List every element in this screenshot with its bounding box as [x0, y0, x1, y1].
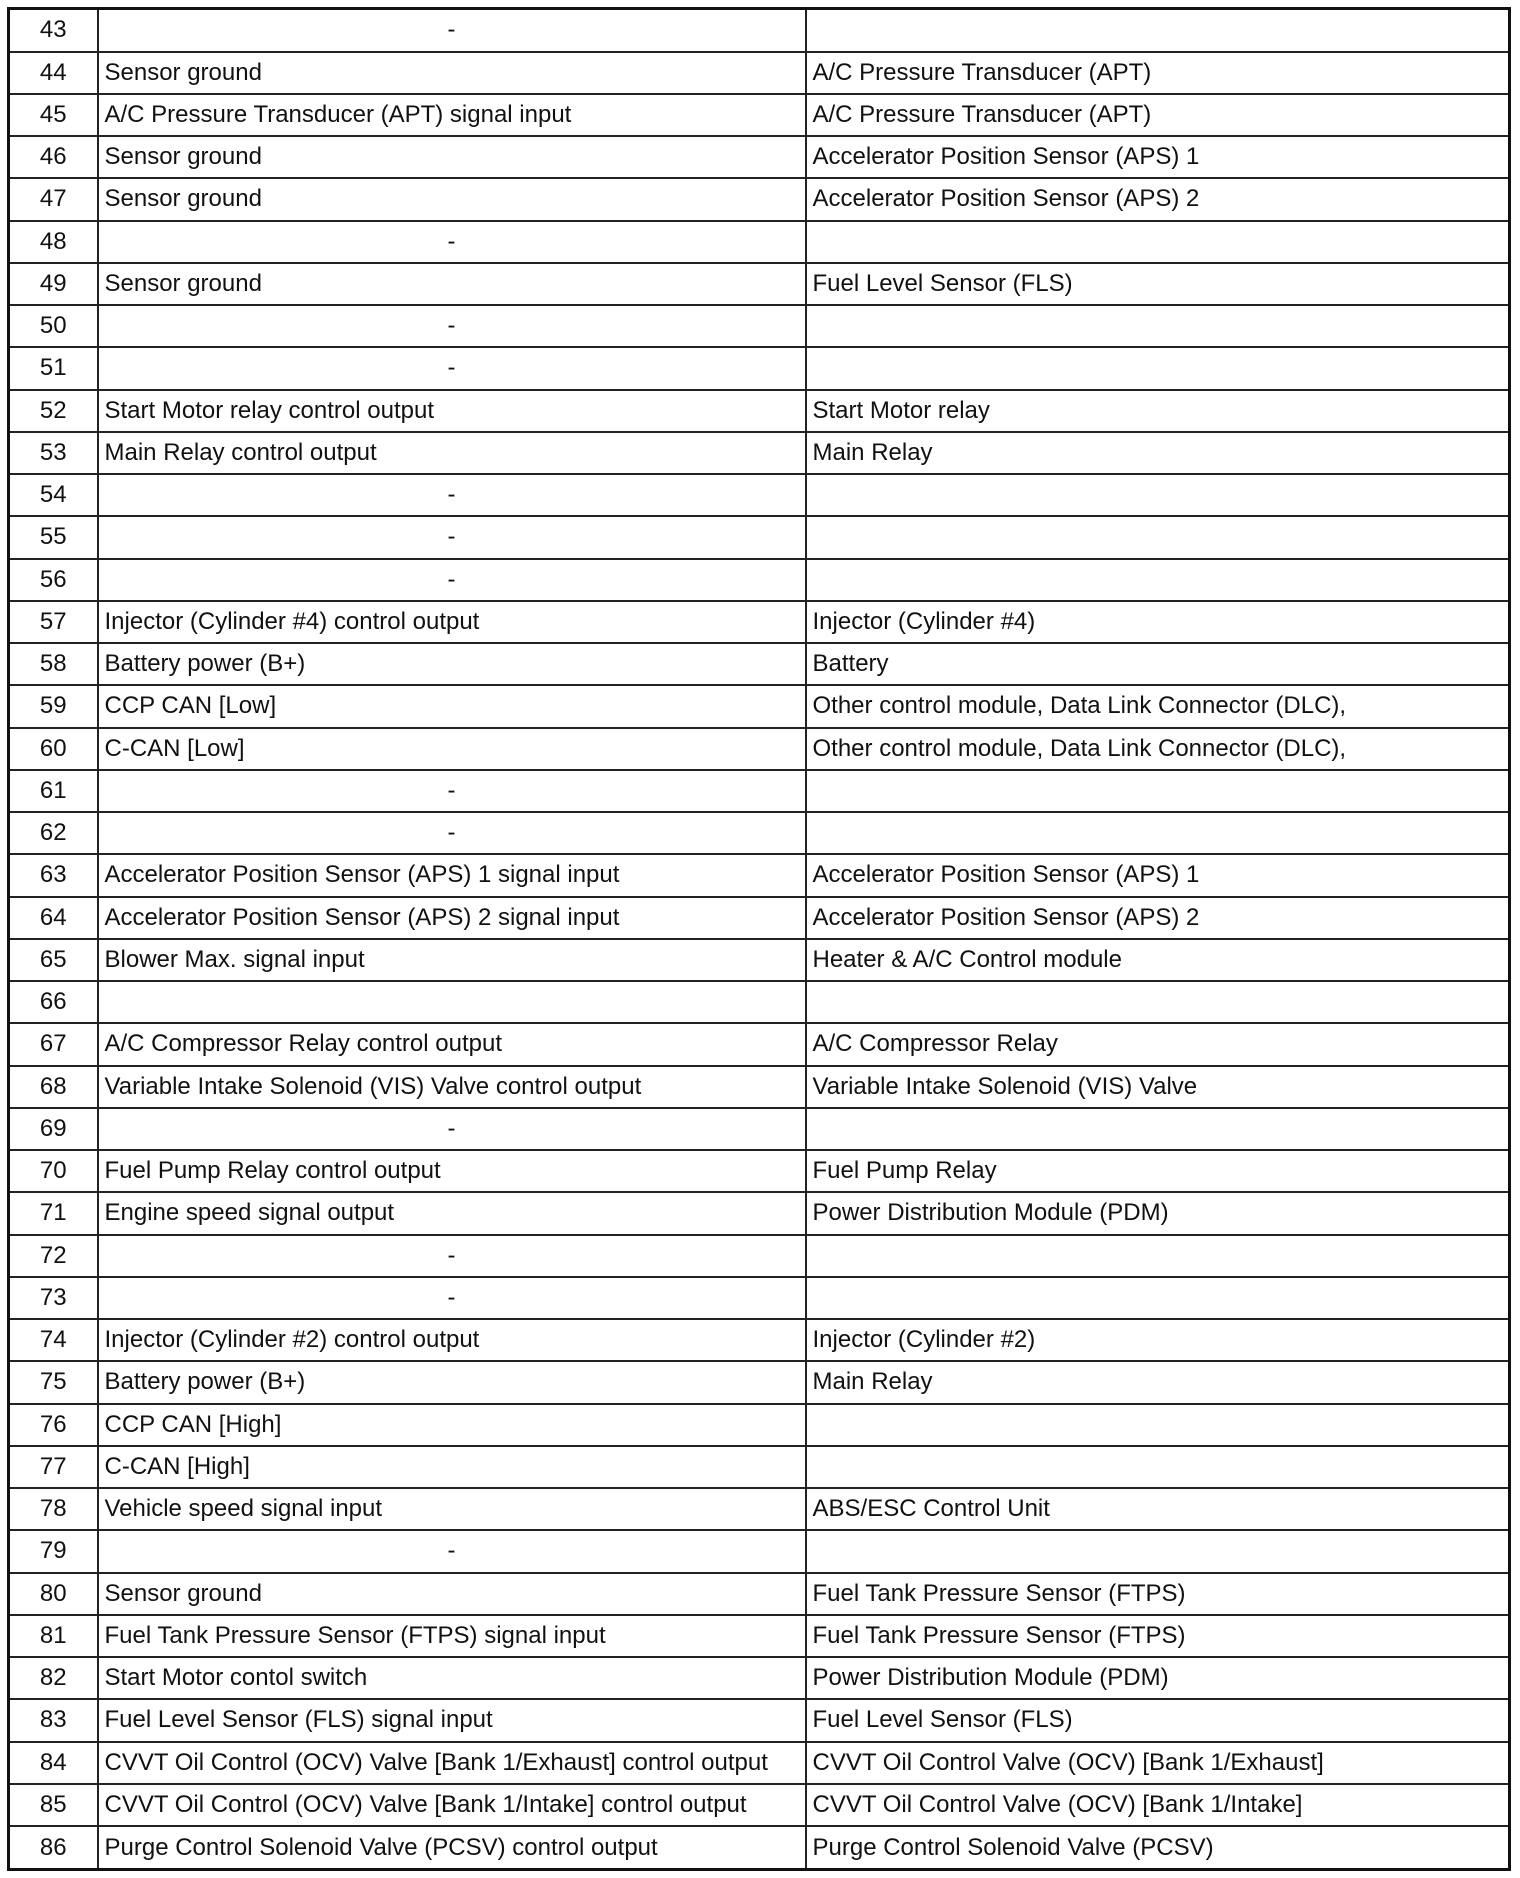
connected-to-cell: Power Distribution Module (PDM) — [806, 1192, 1510, 1234]
pin-number-cell: 45 — [9, 94, 98, 136]
pin-number-cell: 69 — [9, 1108, 98, 1150]
pin-number-cell: 77 — [9, 1446, 98, 1488]
pin-number-cell: 83 — [9, 1699, 98, 1741]
pin-description-cell: Main Relay control output — [98, 432, 806, 474]
table-row — [9, 1192, 1510, 1234]
pin-number-cell: 61 — [9, 770, 98, 812]
pin-number-cell: 54 — [9, 474, 98, 516]
table-row — [9, 432, 1510, 474]
pin-number-cell: 81 — [9, 1615, 98, 1657]
table-row — [9, 52, 1510, 94]
pin-number-cell: 46 — [9, 136, 98, 178]
pin-number-cell: 58 — [9, 643, 98, 685]
pin-description-cell: - — [98, 559, 806, 601]
connected-to-cell: A/C Pressure Transducer (APT) — [806, 52, 1510, 94]
connected-to-cell — [806, 474, 1510, 516]
table-row — [9, 601, 1510, 643]
pin-description-cell: Battery power (B+) — [98, 643, 806, 685]
connected-to-cell — [806, 981, 1510, 1023]
pin-description-cell: Sensor ground — [98, 1573, 806, 1615]
connected-to-cell — [806, 1446, 1510, 1488]
pin-number-cell: 85 — [9, 1784, 98, 1826]
connected-to-cell: Accelerator Position Sensor (APS) 2 — [806, 897, 1510, 939]
table-row — [9, 305, 1510, 347]
connected-to-cell — [806, 1530, 1510, 1572]
table-row — [9, 1742, 1510, 1784]
pin-description-cell: Blower Max. signal input — [98, 939, 806, 981]
pin-description-cell: Injector (Cylinder #4) control output — [98, 601, 806, 643]
table-row — [9, 939, 1510, 981]
connected-to-cell — [806, 770, 1510, 812]
connected-to-cell — [806, 9, 1510, 52]
pin-description-cell: Sensor ground — [98, 178, 806, 220]
table-row — [9, 685, 1510, 727]
pin-description-cell: - — [98, 1108, 806, 1150]
pin-number-cell: 80 — [9, 1573, 98, 1615]
pin-description-cell: Purge Control Solenoid Valve (PCSV) control output — [98, 1826, 806, 1869]
pin-number-cell: 70 — [9, 1150, 98, 1192]
table-row — [9, 1615, 1510, 1657]
connected-to-cell — [806, 812, 1510, 854]
connected-to-cell: Fuel Level Sensor (FLS) — [806, 1699, 1510, 1741]
table-row — [9, 812, 1510, 854]
table-row — [9, 1784, 1510, 1826]
connected-to-cell — [806, 1108, 1510, 1150]
connected-to-cell: Accelerator Position Sensor (APS) 1 — [806, 854, 1510, 896]
connected-to-cell: Main Relay — [806, 1361, 1510, 1403]
connected-to-cell: Other control module, Data Link Connector (DLC), — [806, 728, 1510, 770]
pin-number-cell: 60 — [9, 728, 98, 770]
table-row — [9, 1530, 1510, 1572]
connected-to-cell: Accelerator Position Sensor (APS) 2 — [806, 178, 1510, 220]
pin-description-cell: - — [98, 812, 806, 854]
table-row — [9, 1404, 1510, 1446]
connected-to-cell: Main Relay — [806, 432, 1510, 474]
table-row — [9, 1361, 1510, 1403]
table-row — [9, 94, 1510, 136]
connected-to-cell: ABS/ESC Control Unit — [806, 1488, 1510, 1530]
pin-number-cell: 65 — [9, 939, 98, 981]
pin-description-cell: - — [98, 474, 806, 516]
pin-description-cell: Injector (Cylinder #2) control output — [98, 1319, 806, 1361]
table-row — [9, 390, 1510, 432]
table-row — [9, 1319, 1510, 1361]
connected-to-cell — [806, 347, 1510, 389]
connected-to-cell: Purge Control Solenoid Valve (PCSV) — [806, 1826, 1510, 1869]
table-row — [9, 474, 1510, 516]
table-row — [9, 1826, 1510, 1869]
pin-number-cell: 79 — [9, 1530, 98, 1572]
pin-number-cell: 75 — [9, 1361, 98, 1403]
pin-number-cell: 62 — [9, 812, 98, 854]
connected-to-cell — [806, 1404, 1510, 1446]
pin-description-cell: - — [98, 1235, 806, 1277]
pin-number-cell: 68 — [9, 1066, 98, 1108]
pin-description-cell: - — [98, 516, 806, 558]
connected-to-cell — [806, 516, 1510, 558]
connected-to-cell — [806, 1277, 1510, 1319]
table-row — [9, 981, 1510, 1023]
pin-description-cell: CCP CAN [Low] — [98, 685, 806, 727]
pin-description-cell: C-CAN [High] — [98, 1446, 806, 1488]
table-row — [9, 9, 1510, 52]
connected-to-cell: CVVT Oil Control Valve (OCV) [Bank 1/Exhaust] — [806, 1742, 1510, 1784]
table-row — [9, 643, 1510, 685]
connected-to-cell: CVVT Oil Control Valve (OCV) [Bank 1/Intake] — [806, 1784, 1510, 1826]
pin-number-cell: 57 — [9, 601, 98, 643]
connected-to-cell — [806, 559, 1510, 601]
connected-to-cell: Battery — [806, 643, 1510, 685]
pin-description-cell: Accelerator Position Sensor (APS) 2 signal input — [98, 897, 806, 939]
pin-description-cell: CVVT Oil Control (OCV) Valve [Bank 1/Intake] control output — [98, 1784, 806, 1826]
pin-number-cell: 73 — [9, 1277, 98, 1319]
pin-number-cell: 47 — [9, 178, 98, 220]
pin-description-cell: - — [98, 347, 806, 389]
connected-to-cell: Fuel Pump Relay — [806, 1150, 1510, 1192]
pin-number-cell: 78 — [9, 1488, 98, 1530]
table-row — [9, 728, 1510, 770]
connected-to-cell — [806, 305, 1510, 347]
pin-number-cell: 64 — [9, 897, 98, 939]
pin-description-cell: CVVT Oil Control (OCV) Valve [Bank 1/Exhaust] control output — [98, 1742, 806, 1784]
pin-description-cell: Fuel Level Sensor (FLS) signal input — [98, 1699, 806, 1741]
pin-description-cell: Sensor ground — [98, 263, 806, 305]
pin-description-cell: Battery power (B+) — [98, 1361, 806, 1403]
pin-number-cell: 67 — [9, 1023, 98, 1065]
connected-to-cell — [806, 1235, 1510, 1277]
table-row — [9, 263, 1510, 305]
pin-description-cell: Vehicle speed signal input — [98, 1488, 806, 1530]
table-row — [9, 1066, 1510, 1108]
pin-description-cell: A/C Compressor Relay control output — [98, 1023, 806, 1065]
pin-number-cell: 48 — [9, 221, 98, 263]
connected-to-cell: A/C Compressor Relay — [806, 1023, 1510, 1065]
pin-description-cell: - — [98, 1530, 806, 1572]
pin-number-cell: 49 — [9, 263, 98, 305]
table-row — [9, 1108, 1510, 1150]
table-row — [9, 516, 1510, 558]
pin-description-cell: Sensor ground — [98, 52, 806, 94]
connected-to-cell: Fuel Tank Pressure Sensor (FTPS) — [806, 1573, 1510, 1615]
pin-description-table — [7, 7, 1511, 1871]
pin-number-cell: 53 — [9, 432, 98, 474]
pin-number-cell: 63 — [9, 854, 98, 896]
pin-table-body — [9, 9, 1510, 1870]
pin-number-cell: 76 — [9, 1404, 98, 1446]
pin-description-cell: Fuel Tank Pressure Sensor (FTPS) signal input — [98, 1615, 806, 1657]
pin-number-cell: 66 — [9, 981, 98, 1023]
table-row — [9, 221, 1510, 263]
pin-description-cell: - — [98, 9, 806, 52]
table-row — [9, 1657, 1510, 1699]
pin-description-cell: Start Motor contol switch — [98, 1657, 806, 1699]
connected-to-cell: Fuel Tank Pressure Sensor (FTPS) — [806, 1615, 1510, 1657]
pin-description-cell: - — [98, 305, 806, 347]
pin-number-cell: 55 — [9, 516, 98, 558]
pin-description-cell: Fuel Pump Relay control output — [98, 1150, 806, 1192]
pin-number-cell: 56 — [9, 559, 98, 601]
connected-to-cell: Injector (Cylinder #2) — [806, 1319, 1510, 1361]
table-row — [9, 897, 1510, 939]
pin-description-cell — [98, 981, 806, 1023]
pin-description-cell: Start Motor relay control output — [98, 390, 806, 432]
connected-to-cell: Injector (Cylinder #4) — [806, 601, 1510, 643]
connected-to-cell: Power Distribution Module (PDM) — [806, 1657, 1510, 1699]
connected-to-cell: Variable Intake Solenoid (VIS) Valve — [806, 1066, 1510, 1108]
table-row — [9, 854, 1510, 896]
pin-description-cell: Sensor ground — [98, 136, 806, 178]
connected-to-cell: Fuel Level Sensor (FLS) — [806, 263, 1510, 305]
connected-to-cell: Heater & A/C Control module — [806, 939, 1510, 981]
pin-description-cell: C-CAN [Low] — [98, 728, 806, 770]
pin-description-cell: A/C Pressure Transducer (APT) signal input — [98, 94, 806, 136]
table-row — [9, 178, 1510, 220]
table-row — [9, 136, 1510, 178]
pin-description-cell: CCP CAN [High] — [98, 1404, 806, 1446]
pin-description-cell: - — [98, 770, 806, 812]
table-row — [9, 1277, 1510, 1319]
table-row — [9, 1446, 1510, 1488]
pin-number-cell: 51 — [9, 347, 98, 389]
pin-number-cell: 50 — [9, 305, 98, 347]
connected-to-cell: Accelerator Position Sensor (APS) 1 — [806, 136, 1510, 178]
pin-number-cell: 71 — [9, 1192, 98, 1234]
pin-number-cell: 86 — [9, 1826, 98, 1869]
connected-to-cell — [806, 221, 1510, 263]
table-row — [9, 559, 1510, 601]
connected-to-cell: A/C Pressure Transducer (APT) — [806, 94, 1510, 136]
pin-number-cell: 43 — [9, 9, 98, 52]
pin-number-cell: 74 — [9, 1319, 98, 1361]
table-row — [9, 1235, 1510, 1277]
pin-description-cell: Variable Intake Solenoid (VIS) Valve control output — [98, 1066, 806, 1108]
pin-description-cell: - — [98, 1277, 806, 1319]
table-row — [9, 347, 1510, 389]
pin-number-cell: 82 — [9, 1657, 98, 1699]
pin-description-cell: Accelerator Position Sensor (APS) 1 signal input — [98, 854, 806, 896]
pin-number-cell: 52 — [9, 390, 98, 432]
table-row — [9, 770, 1510, 812]
pin-number-cell: 84 — [9, 1742, 98, 1784]
pin-number-cell: 44 — [9, 52, 98, 94]
pin-description-cell: - — [98, 221, 806, 263]
table-row — [9, 1699, 1510, 1741]
pin-number-cell: 59 — [9, 685, 98, 727]
table-row — [9, 1023, 1510, 1065]
table-row — [9, 1150, 1510, 1192]
pin-description-cell: Engine speed signal output — [98, 1192, 806, 1234]
connected-to-cell: Start Motor relay — [806, 390, 1510, 432]
connected-to-cell: Other control module, Data Link Connector (DLC), — [806, 685, 1510, 727]
pin-number-cell: 72 — [9, 1235, 98, 1277]
table-row — [9, 1488, 1510, 1530]
table-row — [9, 1573, 1510, 1615]
